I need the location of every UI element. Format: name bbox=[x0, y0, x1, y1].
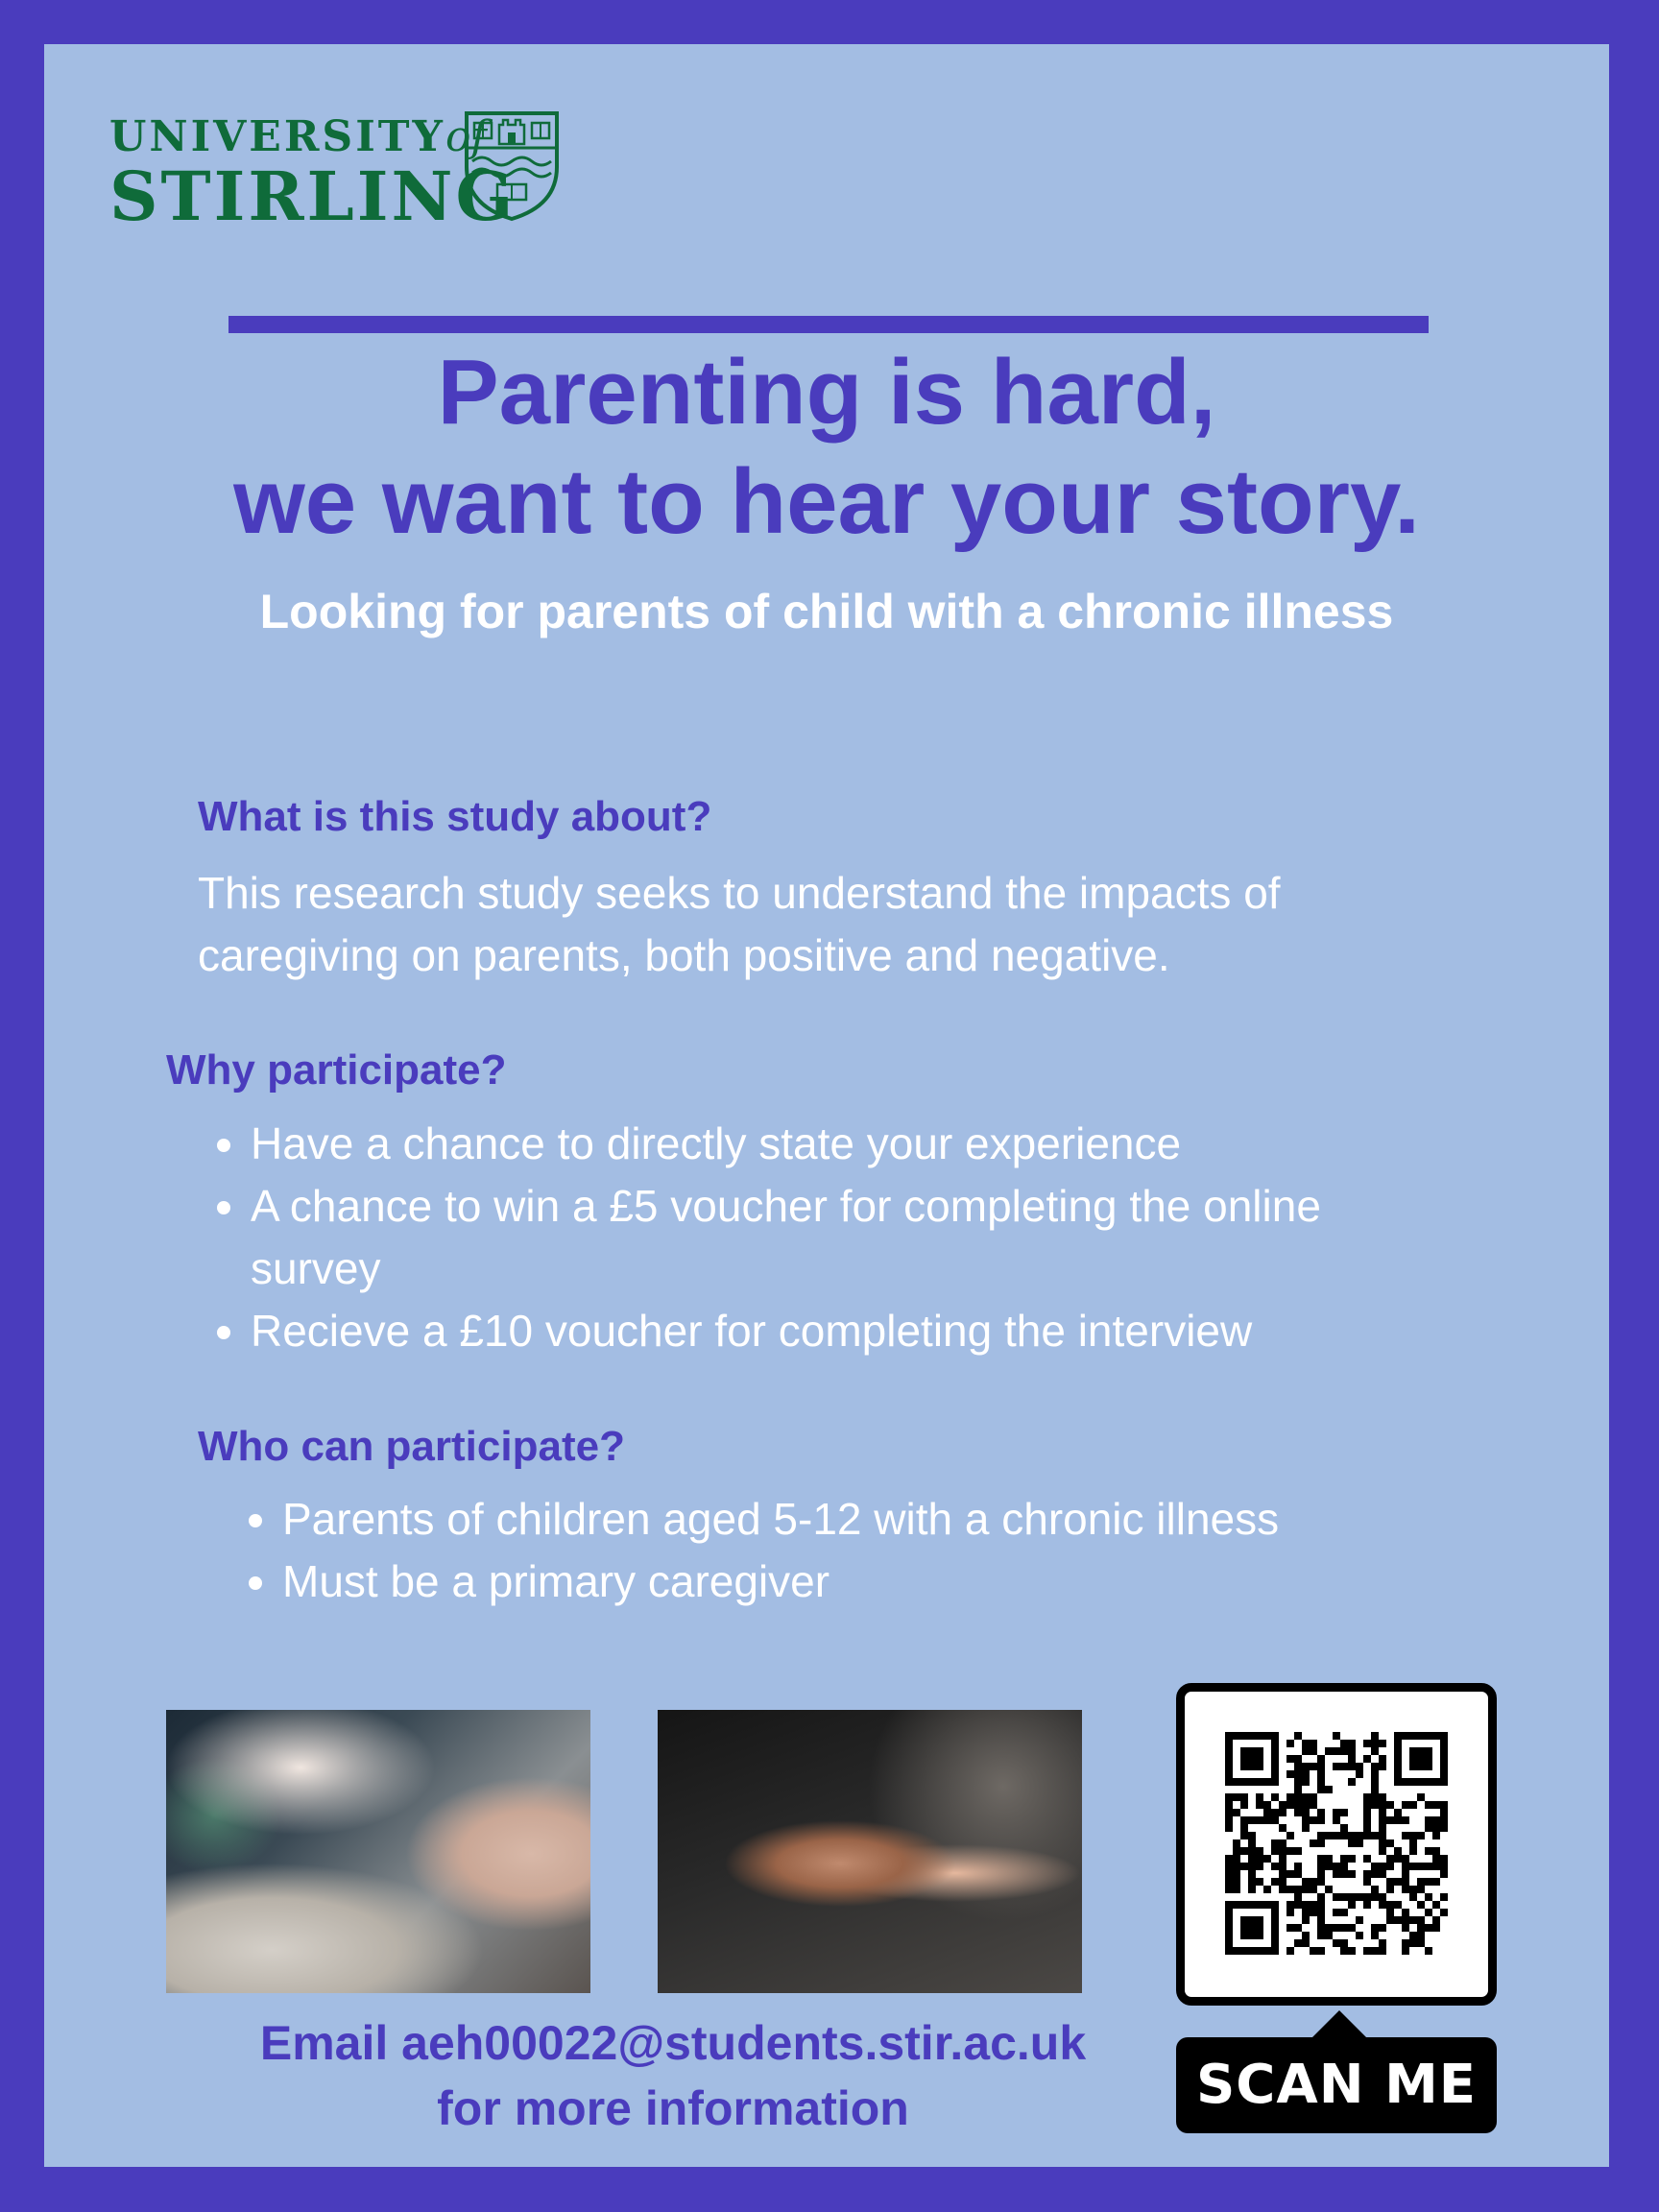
who-list bbox=[234, 1488, 1482, 1613]
list-item: • Have a chance to directly state your experience bbox=[251, 1113, 1383, 1175]
list-item: • Recieve a £10 voucher for completing the interview bbox=[251, 1300, 1383, 1362]
scan-pointer bbox=[1312, 2010, 1366, 2037]
qr-code-frame[interactable] bbox=[1176, 1683, 1497, 2006]
university-crest-icon bbox=[463, 109, 561, 223]
subheading: Looking for parents of child with a chronic illness bbox=[259, 585, 1394, 638]
why-heading: Why participate? bbox=[166, 1046, 507, 1094]
why-list bbox=[203, 1113, 1383, 1362]
list-item: • Parents of children aged 5-12 with a chronic illness bbox=[282, 1488, 1482, 1551]
about-text bbox=[198, 862, 1281, 987]
list-item: • A chance to win a £5 voucher for completing the online survey bbox=[251, 1175, 1383, 1300]
contact-text[interactable] bbox=[121, 2010, 1225, 2141]
university-logo[interactable] bbox=[109, 112, 517, 236]
about-line: caregiving on parents, both positive and negative. bbox=[198, 930, 1170, 980]
divider-rule bbox=[228, 316, 1429, 333]
headline-line-2: we want to hear your story. bbox=[233, 450, 1420, 553]
poster-panel bbox=[44, 44, 1609, 2167]
headline-line-1: Parenting is hard, bbox=[437, 341, 1216, 444]
logo-stirling: STIRLING bbox=[109, 156, 517, 236]
contact-more-info: for more information bbox=[437, 2081, 909, 2135]
list-item: • Must be a primary caregiver bbox=[282, 1551, 1482, 1613]
about-heading: What is this study about? bbox=[198, 793, 712, 840]
logo-university-line: UNIVERSITYof bbox=[109, 112, 487, 161]
scan-me-button[interactable]: SCAN ME bbox=[1176, 2037, 1497, 2133]
contact-email[interactable]: Email aeh00022@students.stir.ac.uk bbox=[259, 2016, 1087, 2070]
about-line: This research study seeks to understand the impacts of bbox=[198, 868, 1281, 918]
photo-parent-child-resting bbox=[166, 1710, 590, 1993]
photo-holding-hands bbox=[658, 1710, 1082, 1993]
who-heading: Who can participate? bbox=[198, 1423, 625, 1470]
qr-code-icon bbox=[1225, 1732, 1448, 1955]
